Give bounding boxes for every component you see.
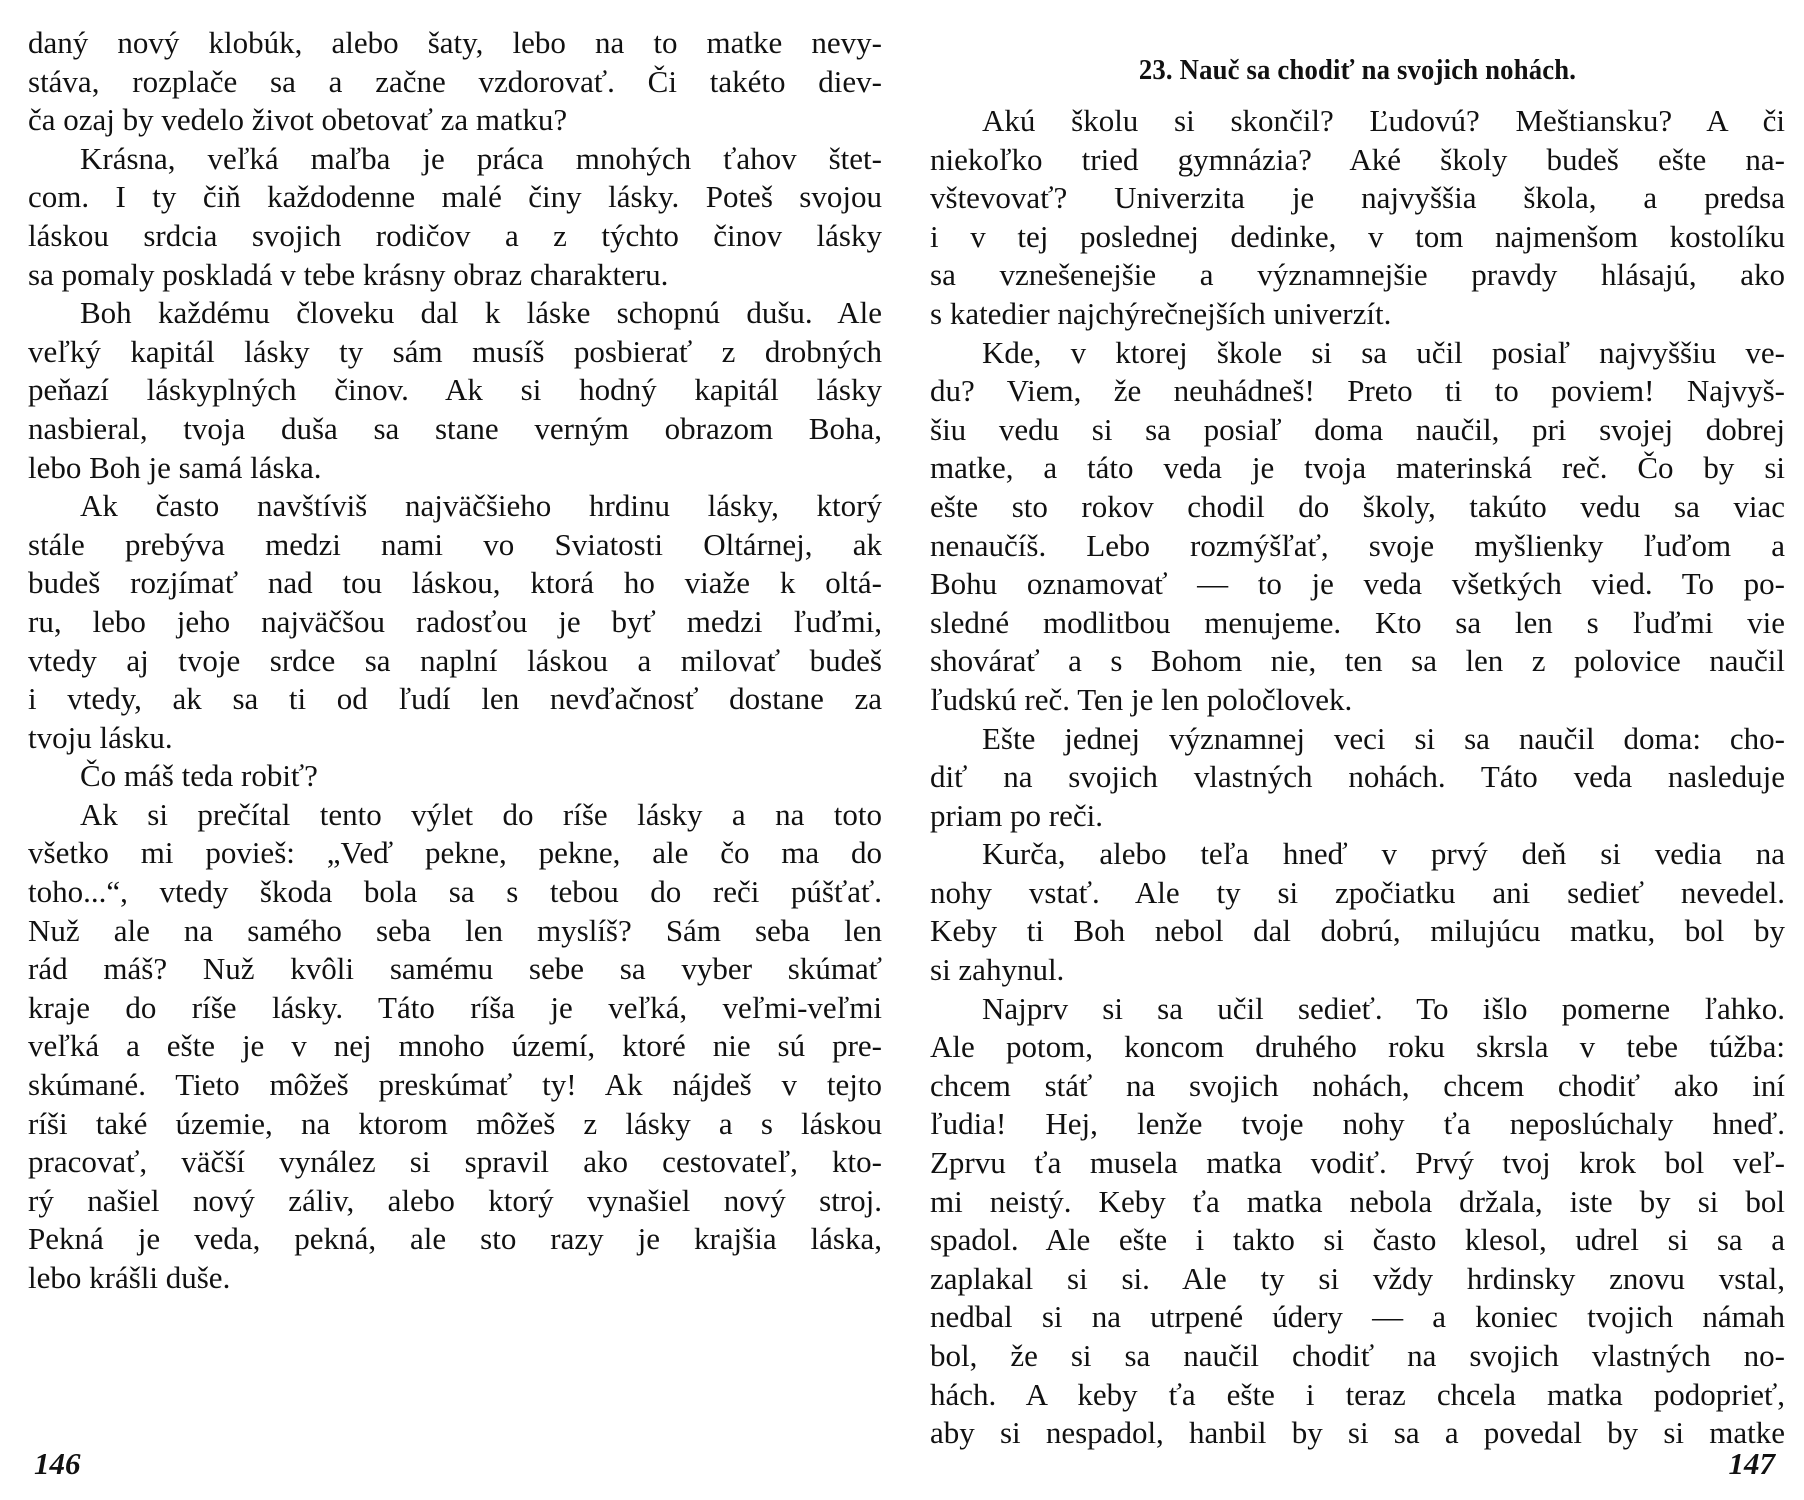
text-line: spadol. Ale ešte i takto si často klesol, udrel si sa a: [930, 1222, 1785, 1258]
text-line: ľudia! Hej, lenže tvoje nohy ťa neposlúchaly hneď.: [930, 1106, 1785, 1142]
text-line: Akú školu si skončil? Ľudovú? Meštiansku? A či: [982, 103, 1785, 138]
text-line: bol, že si sa naučil chodiť na svojich vlastných no-: [930, 1338, 1785, 1373]
text-line: Najprv si sa učil sedieť. To išlo pomerne ľahko.: [982, 990, 1785, 1026]
text-line: mi neistý. Keby ťa matka nebola držala, iste by si bol: [930, 1183, 1785, 1219]
text-line: Ale potom, koncom druhého roku skrsla v tebe túžba:: [930, 1029, 1785, 1065]
text-line: Kde, v ktorej škole si sa učil posiaľ najvyššiu ve-: [982, 334, 1785, 370]
text-line: diť na svojich vlastných nohách. Táto veda nasleduje: [930, 759, 1785, 795]
text-line: ča ozaj by vedelo život obetovať za matku?: [28, 102, 568, 138]
text-line: stále prebýva medzi nami vo Sviatosti Oltárnej, ak: [28, 526, 882, 562]
text-line: stáva, rozplače sa a začne vzdorovať. Či takéto diev-: [28, 63, 882, 99]
text-line: lebo Boh je samá láska.: [28, 449, 322, 485]
text-line: matke, a táto veda je tvoja materinská reč. Čo by si: [930, 450, 1785, 486]
text-line: Bohu oznamovať — to je veda všetkých vied. To po-: [930, 566, 1785, 602]
text-line: Krásna, veľká maľba je práca mnohých ťahov štet-: [80, 140, 882, 176]
text-line: shovárať a s Bohom nie, ten sa len z polovice naučil: [930, 643, 1785, 679]
text-line: Čo máš teda robiť?: [80, 758, 318, 794]
left-page: [28, 0, 882, 1500]
text-line: láskou srdcia svojich rodičov a z týchto činov lásky: [28, 217, 882, 253]
text-line: sa vznešenejšie a významnejšie pravdy hlásajú, ako: [930, 257, 1785, 293]
text-line: ríši také územie, na ktorom môžeš z lásky a s láskou: [28, 1105, 882, 1141]
left-page-number: 146: [34, 1446, 81, 1481]
text-line: Pekná je veda, pekná, ale sto razy je krajšia láska,: [28, 1221, 882, 1257]
text-line: peňazí láskyplných činov. Ak si hodný kapitál lásky: [28, 372, 882, 408]
text-line: hách. A keby ťa ešte i teraz chcela matka podoprieť,: [930, 1376, 1785, 1412]
text-line: priam po reči.: [930, 797, 1104, 833]
text-line: lebo krášli duše.: [28, 1260, 231, 1295]
text-line: nedbal si na utrpené údery — a koniec tvojich námah: [930, 1299, 1785, 1335]
text-line: i v tej poslednej dedinke, v tom najmenšom kostolíku: [930, 218, 1785, 254]
right-page-body: [930, 102, 1785, 1453]
text-line: aby si nespadol, hanbil by si sa a povedal by si matke: [930, 1415, 1785, 1451]
text-line: nenaučíš. Lebo rozmýšľať, svoje myšlienky ľuďom a: [930, 527, 1785, 563]
text-line: budeš rozjímať nad tou láskou, ktorá ho viaže k oltá-: [28, 565, 882, 601]
text-line: chcem stáť na svojich nohách, chcem chodiť ako iní: [930, 1067, 1785, 1103]
text-line: Boh každému človeku dal k láske schopnú dušu. Ale: [80, 295, 882, 331]
text-line: veľký kapitál lásky ty sám musíš posbierať z drobných: [28, 333, 882, 369]
text-line: zaplakal si si. Ale ty si vždy hrdinsky znovu vstal,: [930, 1260, 1785, 1296]
text-line: rád máš? Nuž kvôli samému sebe sa vyber skúmať: [28, 951, 882, 987]
text-line: i vtedy, ak sa ti od ľudí len nevďačnosť dostane za: [28, 681, 882, 717]
text-line: Ak často navštíviš najväčšieho hrdinu lásky, ktorý: [80, 488, 882, 524]
text-line: nasbieral, tvoja duša sa stane verným obrazom Boha,: [28, 410, 882, 446]
text-line: vtedy aj tvoje srdce sa naplní láskou a milovať budeš: [28, 642, 882, 678]
text-line: du? Viem, že neuhádneš! Preto ti to poviem! Najvyš-: [930, 373, 1785, 409]
text-line: pracovať, väčší vynález si spravil ako cestovateľ, kto-: [28, 1144, 882, 1180]
text-line: Ak si prečítal tento výlet do ríše lásky a na toto: [80, 796, 882, 832]
text-line: Kurča, alebo teľa hneď v prvý deň si vedia na: [982, 836, 1785, 872]
left-page-body: [28, 24, 882, 1298]
text-line: toho...“, vtedy škoda bola sa s tebou do reči púšťať.: [28, 874, 882, 910]
text-line: si zahynul.: [930, 952, 1065, 988]
chapter-heading: 23. Nauč sa chodiť na svojich nohách.: [1138, 54, 1577, 87]
text-line: skúmané. Tieto môžeš preskúmať ty! Ak nájdeš v tejto: [28, 1067, 882, 1103]
text-line: Ešte jednej významnej veci si sa naučil doma: cho-: [982, 720, 1785, 756]
text-line: kraje do ríše lásky. Táto ríša je veľká, veľmi-veľmi: [28, 989, 882, 1025]
text-line: s katedier najchýrečnejších univerzít.: [930, 295, 1392, 331]
text-line: niekoľko tried gymnázia? Aké školy budeš ešte na-: [930, 141, 1785, 177]
text-line: Keby ti Boh nebol dal dobrú, milujúcu matku, bol by: [930, 913, 1785, 949]
text-line: tvoju lásku.: [28, 719, 173, 755]
text-line: sledné modlitbou menujeme. Kto sa len s ľuďmi vie: [930, 604, 1785, 640]
text-line: vštevovať? Univerzita je najvyššia škola, a predsa: [930, 180, 1785, 216]
text-line: Nuž ale na samého seba len myslíš? Sám seba len: [28, 912, 882, 948]
text-line: ru, lebo jeho najväčšou radosťou je byť medzi ľuďmi,: [28, 603, 882, 639]
text-line: ľudskú reč. Ten je len poločlovek.: [930, 681, 1353, 717]
text-line: nohy vstať. Ale ty si zpočiatku ani sedieť nevedel.: [930, 874, 1785, 910]
text-line: com. I ty čiň každodenne malé činy lásky. Poteš svojou: [28, 179, 882, 215]
text-line: rý našiel nový záliv, alebo ktorý vynašiel nový stroj.: [28, 1182, 882, 1218]
right-page-number: 147: [1728, 1446, 1775, 1481]
text-line: Zprvu ťa musela matka vodiť. Prvý tvoj krok bol veľ-: [930, 1145, 1785, 1181]
text-line: veľká a ešte je v nej mnoho území, ktoré nie sú pre-: [28, 1028, 882, 1064]
text-line: šiu vedu si sa posiaľ doma naučil, pri svojej dobrej: [930, 411, 1785, 447]
text-line: sa pomaly poskladá v tebe krásny obraz charakteru.: [28, 256, 669, 292]
text-line: všetko mi povieš: „Veď pekne, pekne, ale čo ma do: [28, 835, 882, 871]
text-line: daný nový klobúk, alebo šaty, lebo na to matke nevy-: [28, 25, 882, 60]
right-page: [930, 0, 1785, 1500]
text-line: ešte sto rokov chodil do školy, takúto vedu sa viac: [930, 488, 1785, 524]
